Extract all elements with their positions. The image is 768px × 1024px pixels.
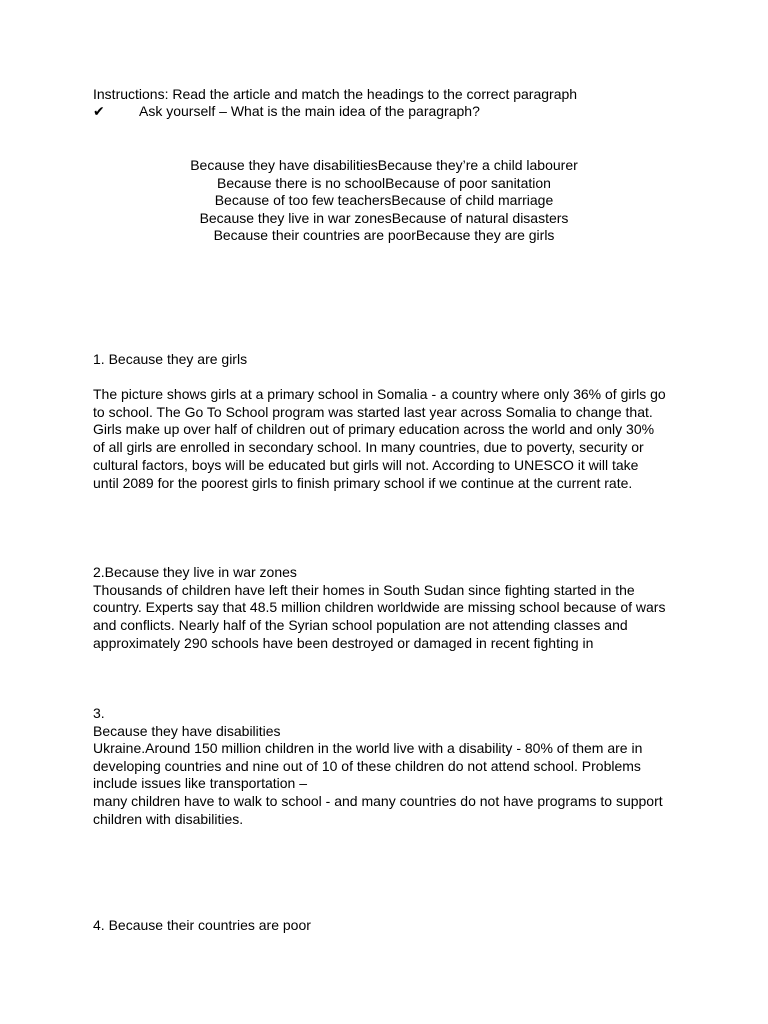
section-1-paragraph (93, 386, 678, 492)
ask-yourself-line (93, 103, 480, 121)
checkmark-icon: ✔ (93, 103, 105, 119)
heading-option: Because of too few teachers (214, 192, 392, 209)
ask-yourself-text: Ask yourself – What is the main idea of the paragraph? (139, 103, 480, 119)
headings-list (93, 157, 675, 245)
paragraph-line: many children have to walk to school - and many countries do not have programs to support (93, 793, 663, 810)
paragraph-line: include issues like transportation – (93, 775, 308, 792)
heading-option: Because there is no school (217, 174, 386, 191)
paragraph-line: approximately 290 schools have been destroyed or damaged in recent fighting in (93, 634, 594, 651)
section-1-heading: 1. Because they are girls (93, 351, 248, 367)
paragraph-line: of all girls are enrolled in secondary school. In many countries, due to poverty, security or (93, 439, 644, 456)
paragraph-line: children with disabilities. (93, 810, 244, 827)
section-4-heading: 4. Because their countries are poor (93, 917, 311, 933)
section-3-paragraph (93, 740, 678, 829)
section-2-paragraph (93, 582, 678, 653)
heading-option: Because of poor sanitation (385, 174, 551, 191)
instructions-text: Instructions: Read the article and match the headings to the correct paragraph (93, 86, 578, 102)
headings-row (93, 157, 675, 175)
section-3-heading: Because they have disabilities (93, 722, 281, 739)
heading-option: Because they are girls (415, 227, 555, 244)
headings-row (93, 210, 675, 228)
heading-option: Because they live in war zones (199, 209, 392, 226)
heading-option: Because they’re a child labourer (377, 157, 578, 173)
heading-option: Because of natural disasters (391, 209, 569, 226)
paragraph-line: The picture shows girls at a primary school in Somalia - a country where only 36% of girls go (93, 386, 666, 402)
paragraph-line: Thousands of children have left their homes in South Sudan since fighting started in the (93, 581, 635, 598)
heading-option: Because of child marriage (391, 192, 554, 209)
paragraph-line: to school. The Go To School program was started last year across Somalia to change that. (93, 403, 653, 420)
paragraph-line: and conflicts. Nearly half of the Syrian school population are not attending classes and (93, 616, 628, 633)
paragraph-line: cultural factors, boys will be educated but girls will not. According to UNESCO it will take (93, 456, 639, 473)
paragraph-line: Ukraine.Around 150 million children in the world live with a disability - 80% of them are in (93, 740, 643, 756)
heading-option: Because their countries are poor (213, 227, 416, 244)
section-3-number: 3. (93, 705, 105, 721)
headings-row (93, 175, 675, 193)
paragraph-line: until 2089 for the poorest girls to finish primary school if we continue at the current rate. (93, 474, 633, 491)
section-2-heading: 2.Because they live in war zones (93, 564, 297, 580)
paragraph-line: Girls make up over half of children out of primary education across the world and only 30% (93, 421, 655, 438)
paragraph-line: developing countries and nine out of 10 of these children do not attend school. Problems (93, 757, 641, 774)
heading-option: Because they have disabilities (190, 157, 378, 173)
headings-row (93, 192, 675, 210)
paragraph-line: country. Experts say that 48.5 million children worldwide are missing school because of wars (93, 599, 666, 616)
headings-row (93, 227, 675, 245)
